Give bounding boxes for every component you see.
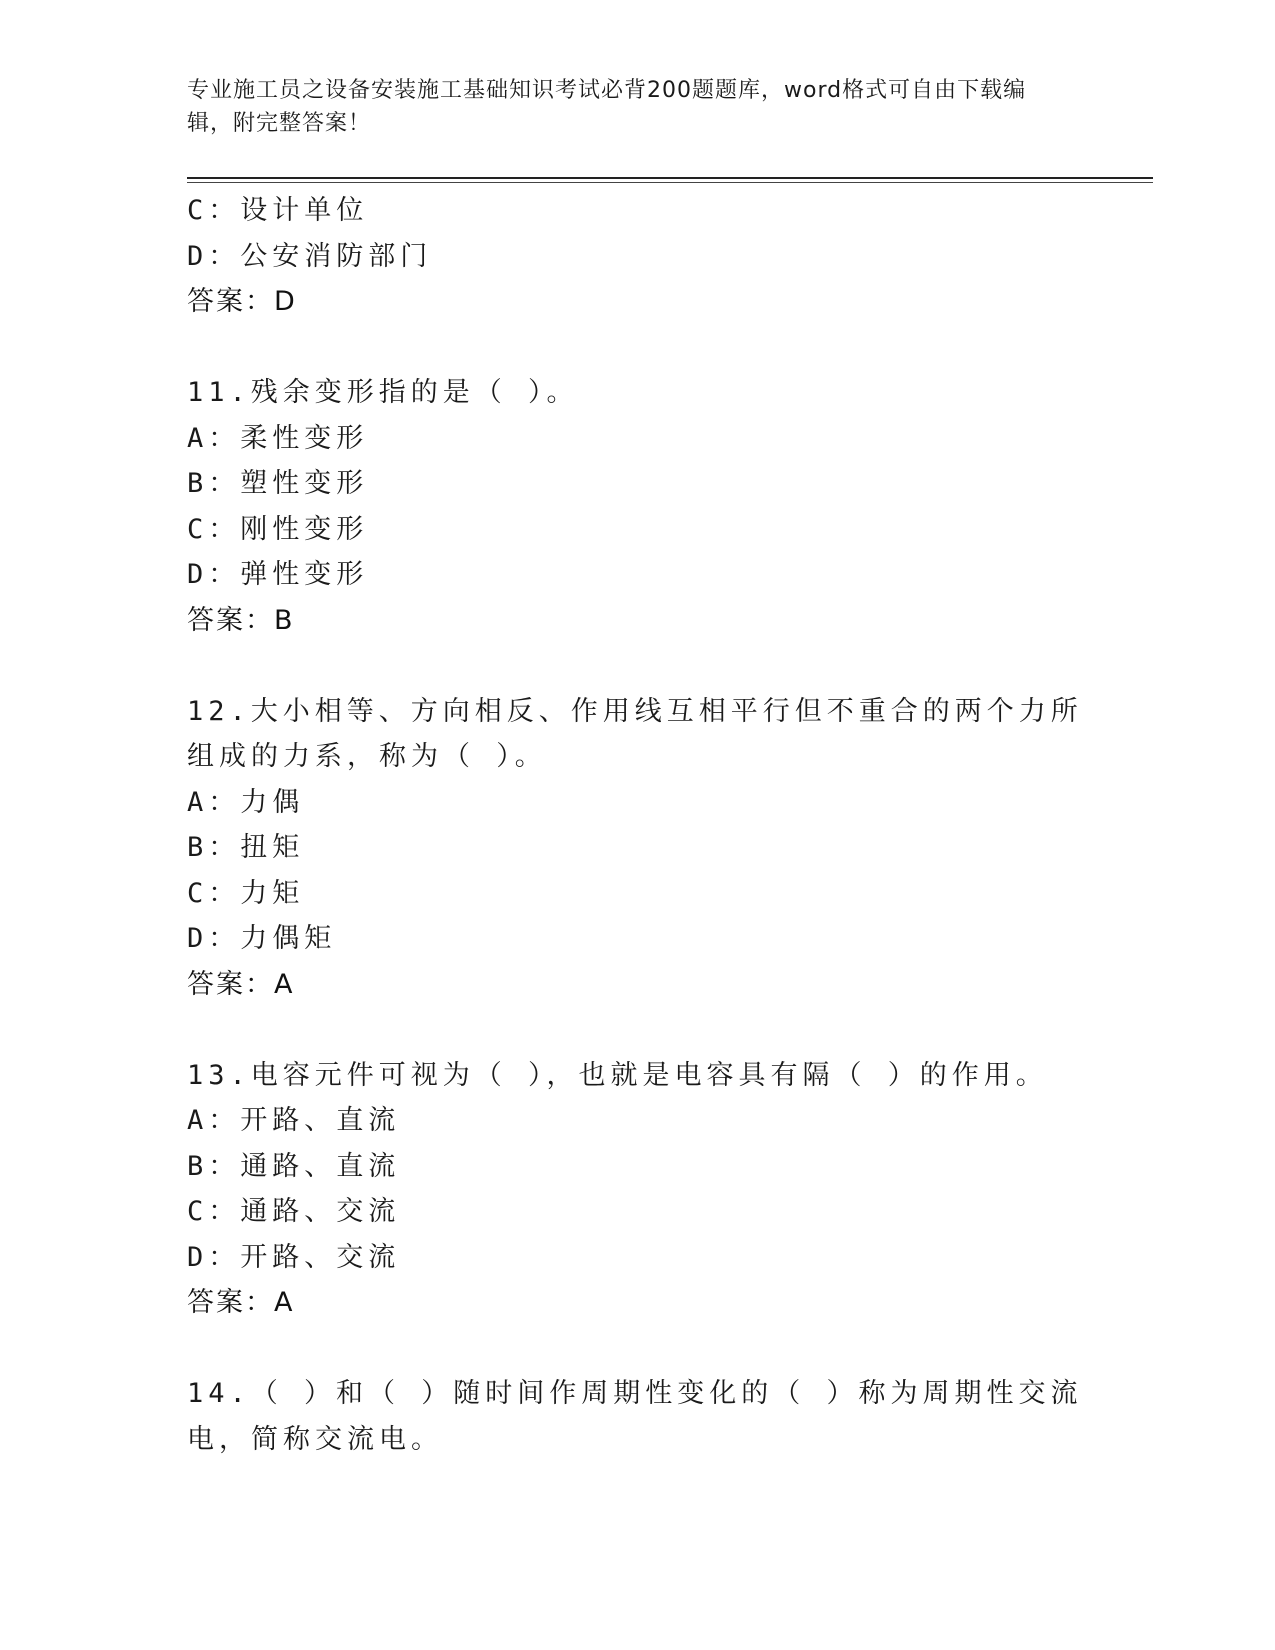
header-divider-thick: [187, 177, 1153, 179]
answer-line: 答案：D: [187, 286, 297, 317]
spacer: [187, 325, 1087, 371]
question-text: 13.电容元件可视为（ ），也就是电容具有隔（ ）的作用。: [187, 1059, 1048, 1091]
option-b: B：塑性变形: [187, 468, 369, 499]
option-c: C：通路、交流: [187, 1196, 401, 1227]
answer-line: 答案：A: [187, 1287, 295, 1318]
answer-line: 答案：A: [187, 968, 295, 1000]
option-d: D：开路、交流: [187, 1241, 401, 1273]
question-block-10: [187, 188, 1087, 325]
option-a: A：力偶: [187, 786, 305, 818]
question-block-12: [187, 689, 1087, 1008]
question-text: 14.（ ）和（ ）随时间作周期性变化的（ ）称为周期性交流电，简称交流电。: [187, 1378, 1083, 1455]
spacer: [187, 1326, 1087, 1372]
option-d: D：弹性变形: [187, 559, 369, 590]
option-d: D：力偶矩: [187, 923, 337, 954]
document-header-title: 专业施工员之设备安装施工基础知识考试必背200题题库，word格式可自由下载编辑，附完整答案！: [187, 78, 1027, 136]
answer-line: 答案：B: [187, 604, 295, 636]
option-d: D：公安消防部门: [187, 240, 433, 272]
question-block-13: [187, 1053, 1087, 1326]
question-block-14: [187, 1371, 1087, 1462]
question-list: [187, 188, 1087, 1462]
spacer: [187, 1007, 1087, 1053]
option-b: B：通路、直流: [187, 1150, 401, 1182]
question-text: 11.残余变形指的是（ ）。: [187, 377, 579, 408]
question-text: 12.大小相等、方向相反、作用线互相平行但不重合的两个力所组成的力系，称为（ ）。: [187, 695, 1083, 772]
option-c: C：力矩: [187, 877, 305, 909]
option-a: A：开路、直流: [187, 1105, 401, 1136]
option-a: A：柔性变形: [187, 422, 369, 454]
header-divider-thin: [187, 182, 1153, 183]
question-block-11: [187, 370, 1087, 643]
spacer: [187, 643, 1087, 689]
option-c: C：刚性变形: [187, 513, 369, 545]
option-b: B：扭矩: [187, 832, 305, 863]
option-c: C：设计单位: [187, 195, 369, 226]
